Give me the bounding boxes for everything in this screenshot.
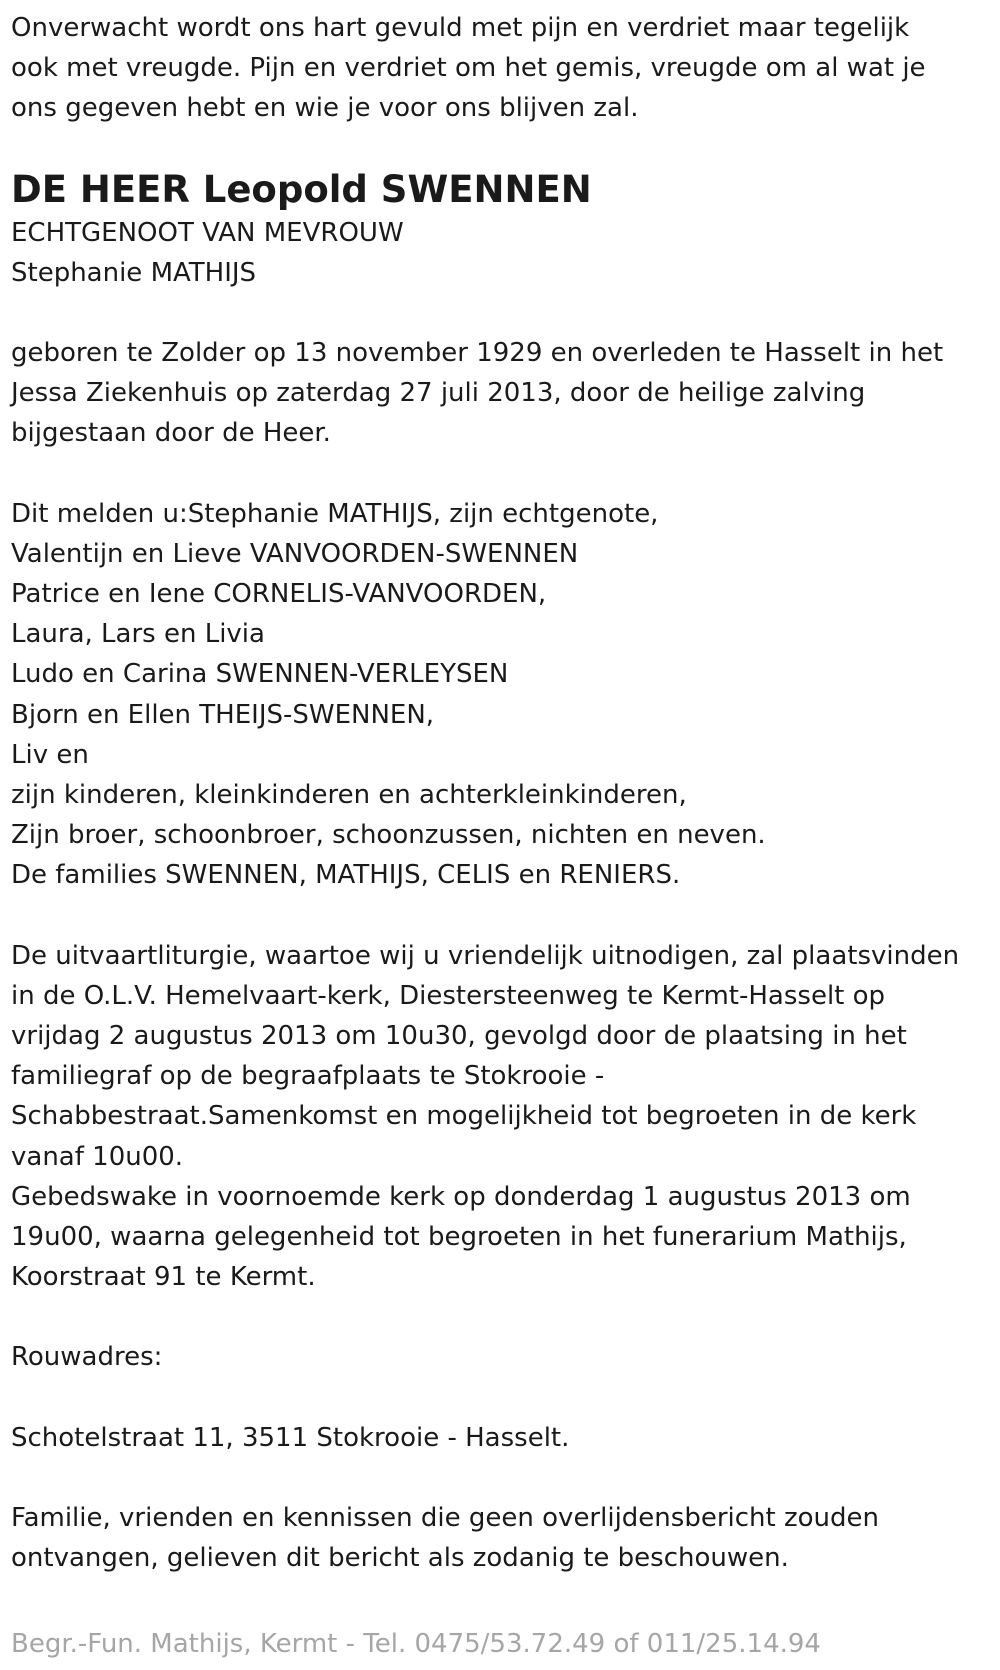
funeral-paragraph <box>11 936 1000 1298</box>
funeral-line: Koorstraat 91 te Kermt. <box>11 1262 316 1293</box>
family-line: zijn kinderen, kleinkinderen en achterkleinkinderen, <box>11 780 687 811</box>
notice-paragraph <box>11 1498 1000 1578</box>
family-list <box>11 494 1000 896</box>
intro-line: ook met vreugde. Pijn en verdriet om het gemis, vreugde om al wat je <box>11 53 926 84</box>
intro-line: Onverwacht wordt ons hart gevuld met pijn en verdriet maar tegelijk <box>11 13 910 43</box>
deceased-name: DE HEER Leopold SWENNEN <box>11 167 592 211</box>
spouse-line: ECHTGENOOT VAN MEVROUW <box>11 217 404 248</box>
birth-death-line: geboren te Zolder op 13 november 1929 en overleden te Hasselt in het <box>11 338 944 369</box>
spacer <box>11 1458 1000 1498</box>
spacer <box>11 454 1000 494</box>
birth-death-line: bijgestaan door de Heer. <box>11 418 331 449</box>
family-line: Bjorn en Ellen THEIJS-SWENNEN, <box>11 699 435 730</box>
funeral-line: vrijdag 2 augustus 2013 om 10u30, gevolgd door de plaatsing in het <box>11 1021 907 1052</box>
funeral-home-footer: Begr.-Fun. Mathijs, Kermt - Tel. 0475/53.72.49 of 011/25.14.94 <box>11 1629 821 1659</box>
funeral-line: familiegraf op de begraafplaats te Stokrooie - <box>11 1061 605 1092</box>
birth-death-line: Jessa Ziekenhuis op zaterdag 27 juli 2013, door de heilige zalving <box>11 378 866 409</box>
funeral-line: vanaf 10u00. <box>11 1141 184 1172</box>
spacer <box>11 1297 1000 1337</box>
spacer <box>11 896 1000 936</box>
birth-death-paragraph <box>11 333 1000 454</box>
funeral-line: in de O.L.V. Hemelvaart-kerk, Diestersteenweg te Kermt-Hasselt op <box>11 980 886 1011</box>
family-line: De families SWENNEN, MATHIJS, CELIS en RENIERS. <box>11 860 681 891</box>
spouse-line: Stephanie MATHIJS <box>11 257 257 288</box>
family-line: Ludo en Carina SWENNEN-VERLEYSEN <box>11 659 509 690</box>
notice-line: ontvangen, gelieven dit bericht als zodanig te beschouwen. <box>11 1543 789 1574</box>
mourning-address-label: Rouwadres: <box>11 1342 163 1373</box>
funeral-line: De uitvaartliturgie, waartoe wij u vriendelijk uitnodigen, zal plaatsvinden <box>11 940 960 971</box>
intro-line: ons gegeven hebt en wie je voor ons blijven zal. <box>11 93 639 124</box>
notice-line: Familie, vrienden en kennissen die geen overlijdensbericht zouden <box>11 1502 879 1533</box>
family-line: Dit melden u:Stephanie MATHIJS, zijn echtgenote, <box>11 498 659 529</box>
funeral-line: Schabbestraat.Samenkomst en mogelijkheid tot begroeten in de kerk <box>11 1101 917 1132</box>
family-line: Valentijn en Lieve VANVOORDEN-SWENNEN <box>11 538 579 569</box>
family-line: Laura, Lars en Livia <box>11 619 265 650</box>
spacer <box>11 1378 1000 1418</box>
mourning-address: Schotelstraat 11, 3511 Stokrooie - Hasselt. <box>11 1422 570 1453</box>
spacer <box>11 293 1000 333</box>
family-line: Zijn broer, schoonbroer, schoonzussen, nichten en neven. <box>11 820 766 851</box>
funeral-line: 19u00, waarna gelegenheid tot begroeten in het funerarium Mathijs, <box>11 1222 907 1253</box>
spouse-block <box>11 213 1000 293</box>
family-line: Liv en <box>11 739 89 770</box>
intro-paragraph <box>11 8 1000 129</box>
funeral-line: Gebedswake in voornoemde kerk op donderdag 1 augustus 2013 om <box>11 1181 911 1212</box>
family-line: Patrice en Iene CORNELIS-VANVOORDEN, <box>11 579 547 610</box>
